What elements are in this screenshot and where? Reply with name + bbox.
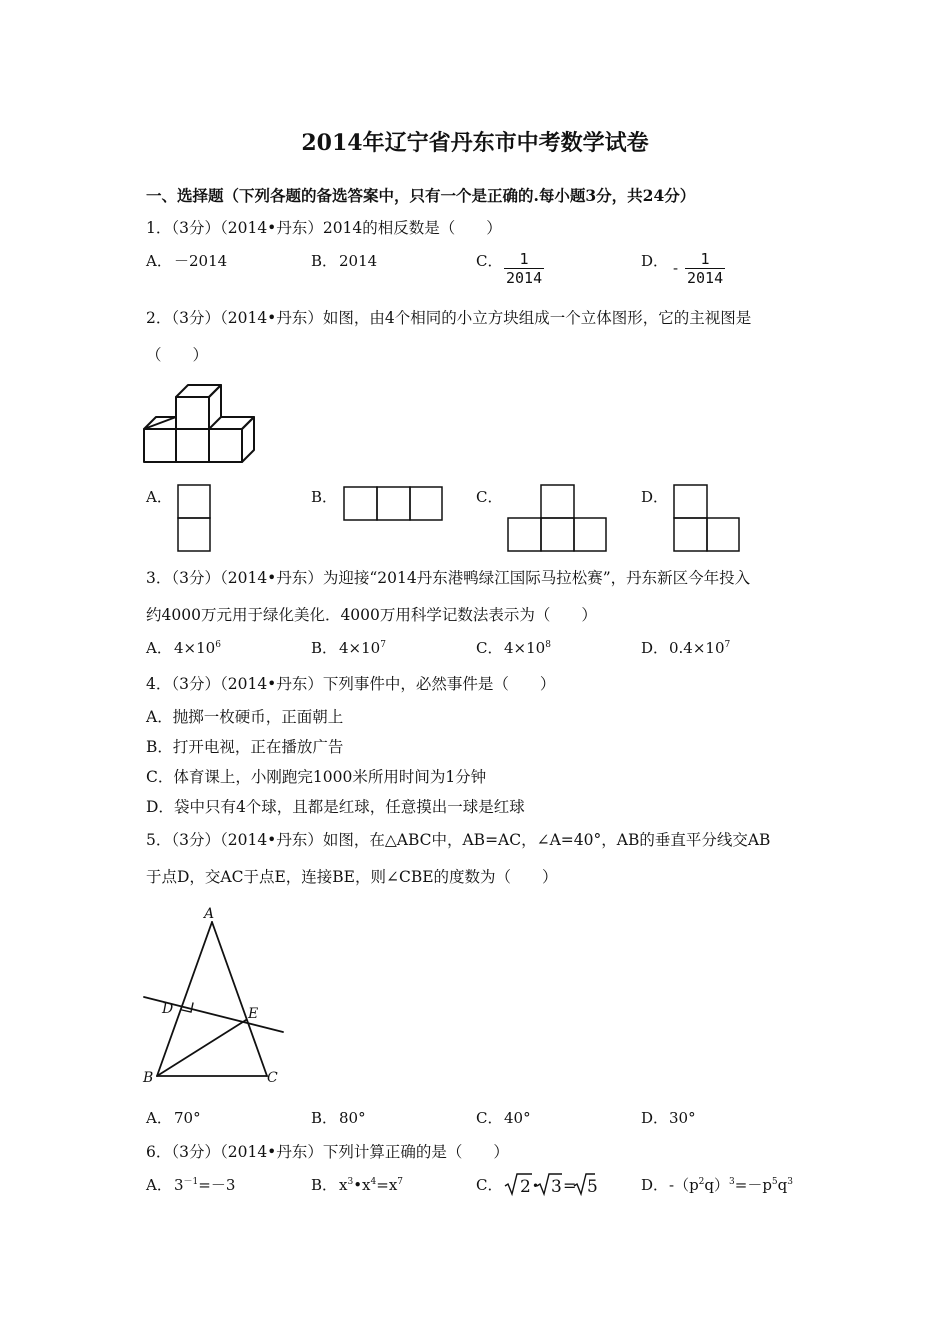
q4-option-d: [146, 795, 525, 817]
option-letter: B．: [146, 738, 173, 756]
option-exponent: 7: [380, 640, 386, 650]
q2-option-b: B．: [311, 488, 338, 506]
option-letter: B．: [311, 1176, 338, 1194]
side-ab: [157, 922, 212, 1076]
question-6: [146, 1140, 509, 1162]
q4-option-a: [146, 705, 343, 727]
q5-figure-triangle: [140, 900, 290, 1090]
cube-face: [209, 385, 221, 429]
question-text: 下列事件中，必然事件是（ ）: [322, 675, 556, 693]
q2-option-c-figure: [507, 484, 609, 554]
fraction-sign: -: [673, 259, 679, 277]
q3-option-a: [146, 637, 221, 658]
q3-option-d: [641, 637, 730, 658]
option-letter: C．: [476, 252, 503, 270]
radicand: 5: [587, 1177, 598, 1197]
option-exponent: 7: [724, 640, 731, 650]
question-number: 2．: [146, 309, 172, 327]
side-ac: [212, 922, 267, 1076]
q2-figure-cubes: [142, 382, 257, 466]
question-text: 2014的相反数是（ ）: [322, 219, 502, 237]
question-meta: （3分）（2014•丹东）: [171, 569, 323, 587]
q2-option-b-figure: [343, 486, 445, 524]
question-text-continued: （ ）: [146, 346, 209, 364]
option-letter: B．: [311, 252, 338, 270]
option-text: 袋中只有4个球，且都是红球，任意摸出一球是红球: [173, 798, 525, 816]
option-letter: A．: [146, 252, 172, 270]
question-3: [146, 566, 750, 588]
q1-option-b: [311, 250, 377, 271]
q1-fraction-d: [685, 250, 725, 287]
option-text: 抛掷一枚硬币，正面朝上: [172, 708, 344, 726]
q6-option-c: [476, 1174, 504, 1195]
q5-option-c: [476, 1107, 531, 1128]
q1-fraction-c: [504, 250, 544, 287]
question-number: 3．: [146, 569, 172, 587]
radicand: 2: [520, 1177, 531, 1197]
option-letter: A．: [146, 639, 172, 657]
option-letter: B．: [311, 1109, 338, 1127]
option-base: 4×10: [504, 639, 546, 657]
q2-option-a-figure: [177, 484, 213, 554]
option-text: －2014: [174, 252, 228, 270]
question-5: [146, 828, 770, 850]
fraction-denominator: 2014: [506, 269, 543, 287]
question-text: 为迎接“2014丹东港鸭绿江国际马拉松赛”，丹东新区今年投入: [322, 569, 751, 587]
q6-option-d: D．$-(p^2q)^3=-p^5q^3$: [641, 1176, 793, 1194]
fraction-denominator: 2014: [687, 269, 724, 287]
page-title: 2014年辽宁省丹东市中考数学试卷: [301, 130, 649, 156]
radicand: 3: [551, 1177, 562, 1197]
label-d: D: [162, 1001, 174, 1017]
option-letter: C．: [476, 639, 503, 657]
option-base: 0.4×10: [669, 639, 725, 657]
q6-option-c-expression: [504, 1172, 596, 1198]
q5-option-d: [641, 1107, 696, 1128]
option-base: 4×10: [339, 639, 381, 657]
q1-option-a: [146, 250, 227, 271]
option-text: 40°: [504, 1109, 531, 1127]
cube-face: [144, 417, 176, 429]
dot-operator: •: [532, 1179, 540, 1193]
q1-option-d: [641, 250, 669, 271]
option-text: 2014: [339, 252, 378, 270]
q4-option-b: [146, 735, 343, 757]
segment-be: [157, 1020, 246, 1076]
option-text: 80°: [339, 1109, 366, 1127]
option-letter: D．: [146, 798, 174, 816]
q3-option-c: [476, 637, 551, 658]
question-number: 5．: [146, 831, 172, 849]
question-text-continued: 于点D，交AC于点E，连接BE，则∠CBE的度数为（ ）: [146, 868, 558, 886]
option-exponent: 8: [545, 640, 551, 650]
question-2: [146, 306, 751, 328]
q6-option-a: A． $3^{-1}=-3$: [146, 1176, 236, 1194]
option-text: 体育课上，小刚跑完1000米所用时间为1分钟: [173, 768, 487, 786]
option-letter: D．: [641, 1109, 669, 1127]
option-base: 4×10: [174, 639, 216, 657]
option-exponent: 6: [215, 640, 221, 650]
q2-option-d: D．: [641, 488, 669, 506]
option-text: 30°: [669, 1109, 696, 1127]
fraction-numerator: 1: [504, 250, 544, 269]
q2-option-d-figure: [673, 484, 743, 554]
question-meta: （3分）（2014•丹东）: [171, 675, 323, 693]
label-b: B: [143, 1070, 154, 1086]
option-letter: D．: [641, 252, 669, 270]
label-e: E: [248, 1006, 259, 1022]
option-text: 70°: [174, 1109, 201, 1127]
question-number: 1．: [146, 219, 172, 237]
question-text: 如图，在△ABC中，AB=AC，∠A=40°，AB的垂直平分线交AB: [322, 831, 771, 849]
option-letter: C．: [476, 1176, 503, 1194]
q5-option-b: [311, 1107, 366, 1128]
question-4: [146, 672, 555, 694]
q4-option-c: [146, 765, 486, 787]
question-meta: （3分）（2014•丹东）: [171, 219, 323, 237]
option-letter: C．: [476, 1109, 503, 1127]
section-heading: 一、选择题（下列各题的备选答案中，只有一个是正确的.每小题3分，共24分）: [146, 186, 696, 205]
question-text: 如图，由4个相同的小立方块组成一个立体图形，它的主视图是: [322, 309, 752, 327]
option-letter: A．: [146, 1109, 172, 1127]
question-meta: （3分）（2014•丹东）: [171, 831, 323, 849]
cube-face: [144, 429, 242, 462]
question-meta: （3分）（2014•丹东）: [171, 1143, 323, 1161]
cube-face: [176, 397, 209, 429]
option-letter: A．: [146, 708, 173, 726]
cube-face: [242, 417, 254, 462]
equals-sign: =: [563, 1176, 577, 1195]
q2-option-a: A．: [146, 488, 172, 506]
question-text: 下列计算正确的是（ ）: [322, 1143, 509, 1161]
q2-option-c: C．: [476, 488, 503, 506]
option-letter: D．: [641, 639, 669, 657]
question-meta: （3分）（2014•丹东）: [171, 309, 323, 327]
option-letter: B．: [311, 639, 338, 657]
question-number: 6．: [146, 1143, 172, 1161]
label-a: A: [204, 906, 215, 922]
fraction-numerator: 1: [685, 250, 725, 269]
label-c: C: [267, 1070, 278, 1086]
question-text-continued: 约4000万元用于绿化美化．4000万用科学记数法表示为（ ）: [146, 606, 597, 624]
q5-option-a: [146, 1107, 201, 1128]
question-1: [146, 216, 502, 238]
q3-option-b: [311, 637, 386, 658]
q6-option-b: B． $x^3•x^4=x^7$: [311, 1176, 404, 1194]
option-text: 打开电视，正在播放广告: [172, 738, 344, 756]
option-letter: C．: [146, 768, 174, 786]
option-letter: D．: [641, 1176, 669, 1194]
option-letter: A．: [146, 1176, 172, 1194]
q1-option-c: [476, 250, 504, 271]
question-number: 4．: [146, 675, 172, 693]
